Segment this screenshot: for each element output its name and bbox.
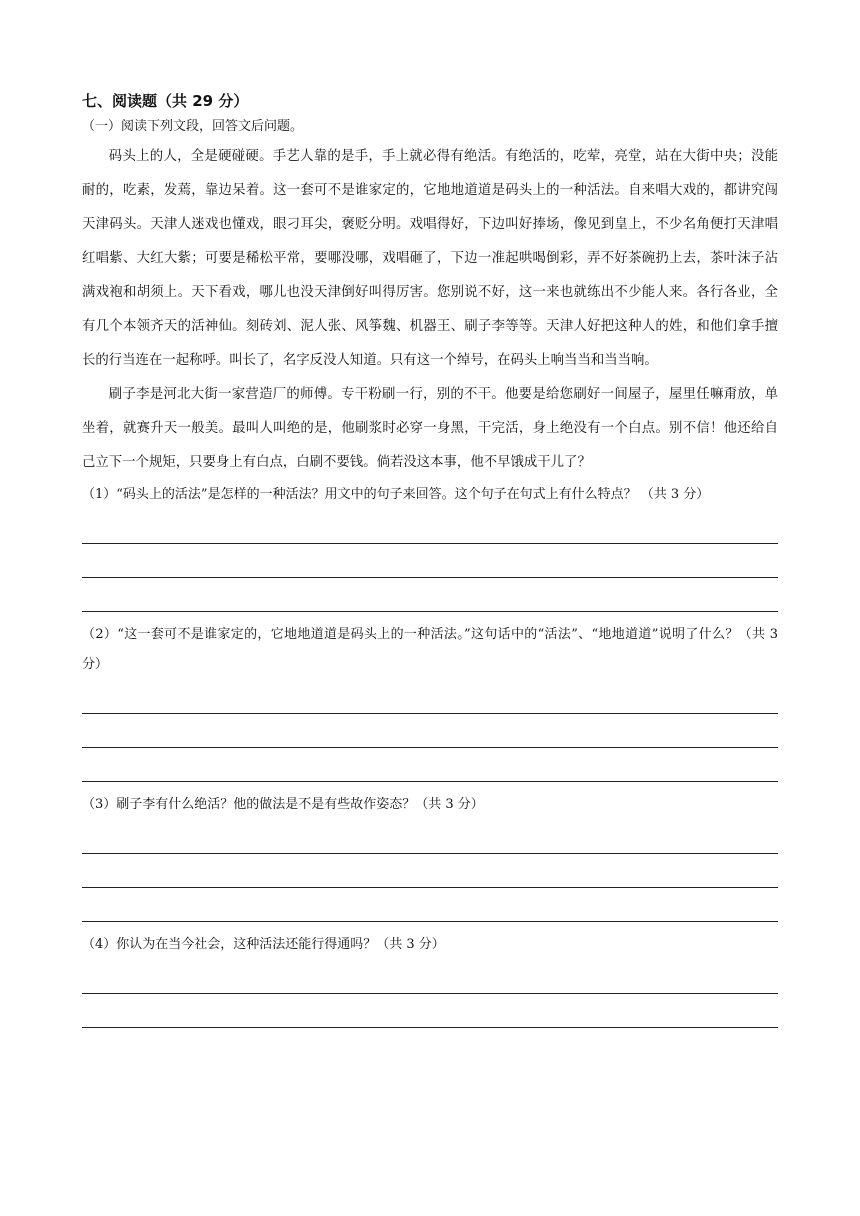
answer-line[interactable]	[82, 544, 778, 578]
answer-area-2[interactable]	[82, 680, 778, 782]
passage-paragraph-1: 码头上的人，全是硬碰硬。手艺人靠的是手，手上就必得有绝活。有绝活的，吃荤，亮堂，站在大街中央；没能耐的，吃素，发蔫，靠边呆着。这一套可不是谁家定的，它地地道道是码头上的一种活法。自来唱大戏的，都讲究闯天津码头。天津人迷戏也懂戏，眼刁耳尖，褒贬分明。戏唱得好，下边叫好捧场，像见到皇上，不少名角便打天津唱红唱紫、大红大紫；可要是稀松平常，要哪没哪，戏唱砸了，下边一准起哄喝倒彩，弄不好茶碗扔上去，茶叶沫子沾满戏袍和胡须上。天下看戏，哪儿也没天津倒好叫得厉害。您别说不好，这一来也就练出不少能人来。各行各业，全有几个本领齐天的活神仙。刻砖刘、泥人张、风筝魏、机器王、刷子李等等。天津人好把这种人的姓，和他们拿手擅长的行当连在一起称呼。叫长了，名字反没人知道。只有这一个绰号，在码头上响当当和当当响。	[82, 149, 778, 368]
answer-line[interactable]	[82, 820, 778, 854]
answer-line[interactable]	[82, 510, 778, 544]
answer-line[interactable]	[82, 748, 778, 782]
question-2: （2）“这一套可不是谁家定的，它地地道道是码头上的一种活法。”这句话中的“活法”、“地地道道”说明了什么？（共 3 分）	[82, 627, 778, 672]
question-1: （1）“码头上的活法”是怎样的一种活法？用文中的句子来回答。这个句子在句式上有什么特点？ （共 3 分）	[82, 487, 710, 502]
answer-line[interactable]	[82, 994, 778, 1028]
question-3: （3）刷子李有什么绝活？他的做法是不是有些故作姿态？（共 3 分）	[82, 797, 484, 812]
answer-line[interactable]	[82, 960, 778, 994]
answer-area-1[interactable]	[82, 510, 778, 612]
answer-line[interactable]	[82, 680, 778, 714]
question-4: （4）你认为在当今社会，这种活法还能行得通吗？（共 3 分）	[82, 937, 445, 952]
answer-area-4[interactable]	[82, 960, 778, 1028]
answer-line[interactable]	[82, 888, 778, 922]
section-title: 七、阅读题（共 29 分）	[82, 92, 249, 110]
subsection-instruction: （一）阅读下列文段，回答文后问题。	[82, 119, 304, 134]
answer-area-3[interactable]	[82, 820, 778, 922]
answer-line[interactable]	[82, 854, 778, 888]
answer-line[interactable]	[82, 714, 778, 748]
answer-line[interactable]	[82, 578, 778, 612]
worksheet-page	[82, 88, 778, 1036]
passage-paragraph-2: 刷子李是河北大街一家营造厂的师傅。专干粉刷一行，别的不干。他要是给您刷好一间屋子，屋里任嘛甭放，单坐着，就赛升天一般美。最叫人叫绝的是，他刷浆时必穿一身黑，干完活，身上绝没有一个白点。别不信！他还给自己立下一个规矩，只要身上有白点，白刷不要钱。倘若没这本事，他不早饿成干儿了？	[82, 387, 778, 470]
